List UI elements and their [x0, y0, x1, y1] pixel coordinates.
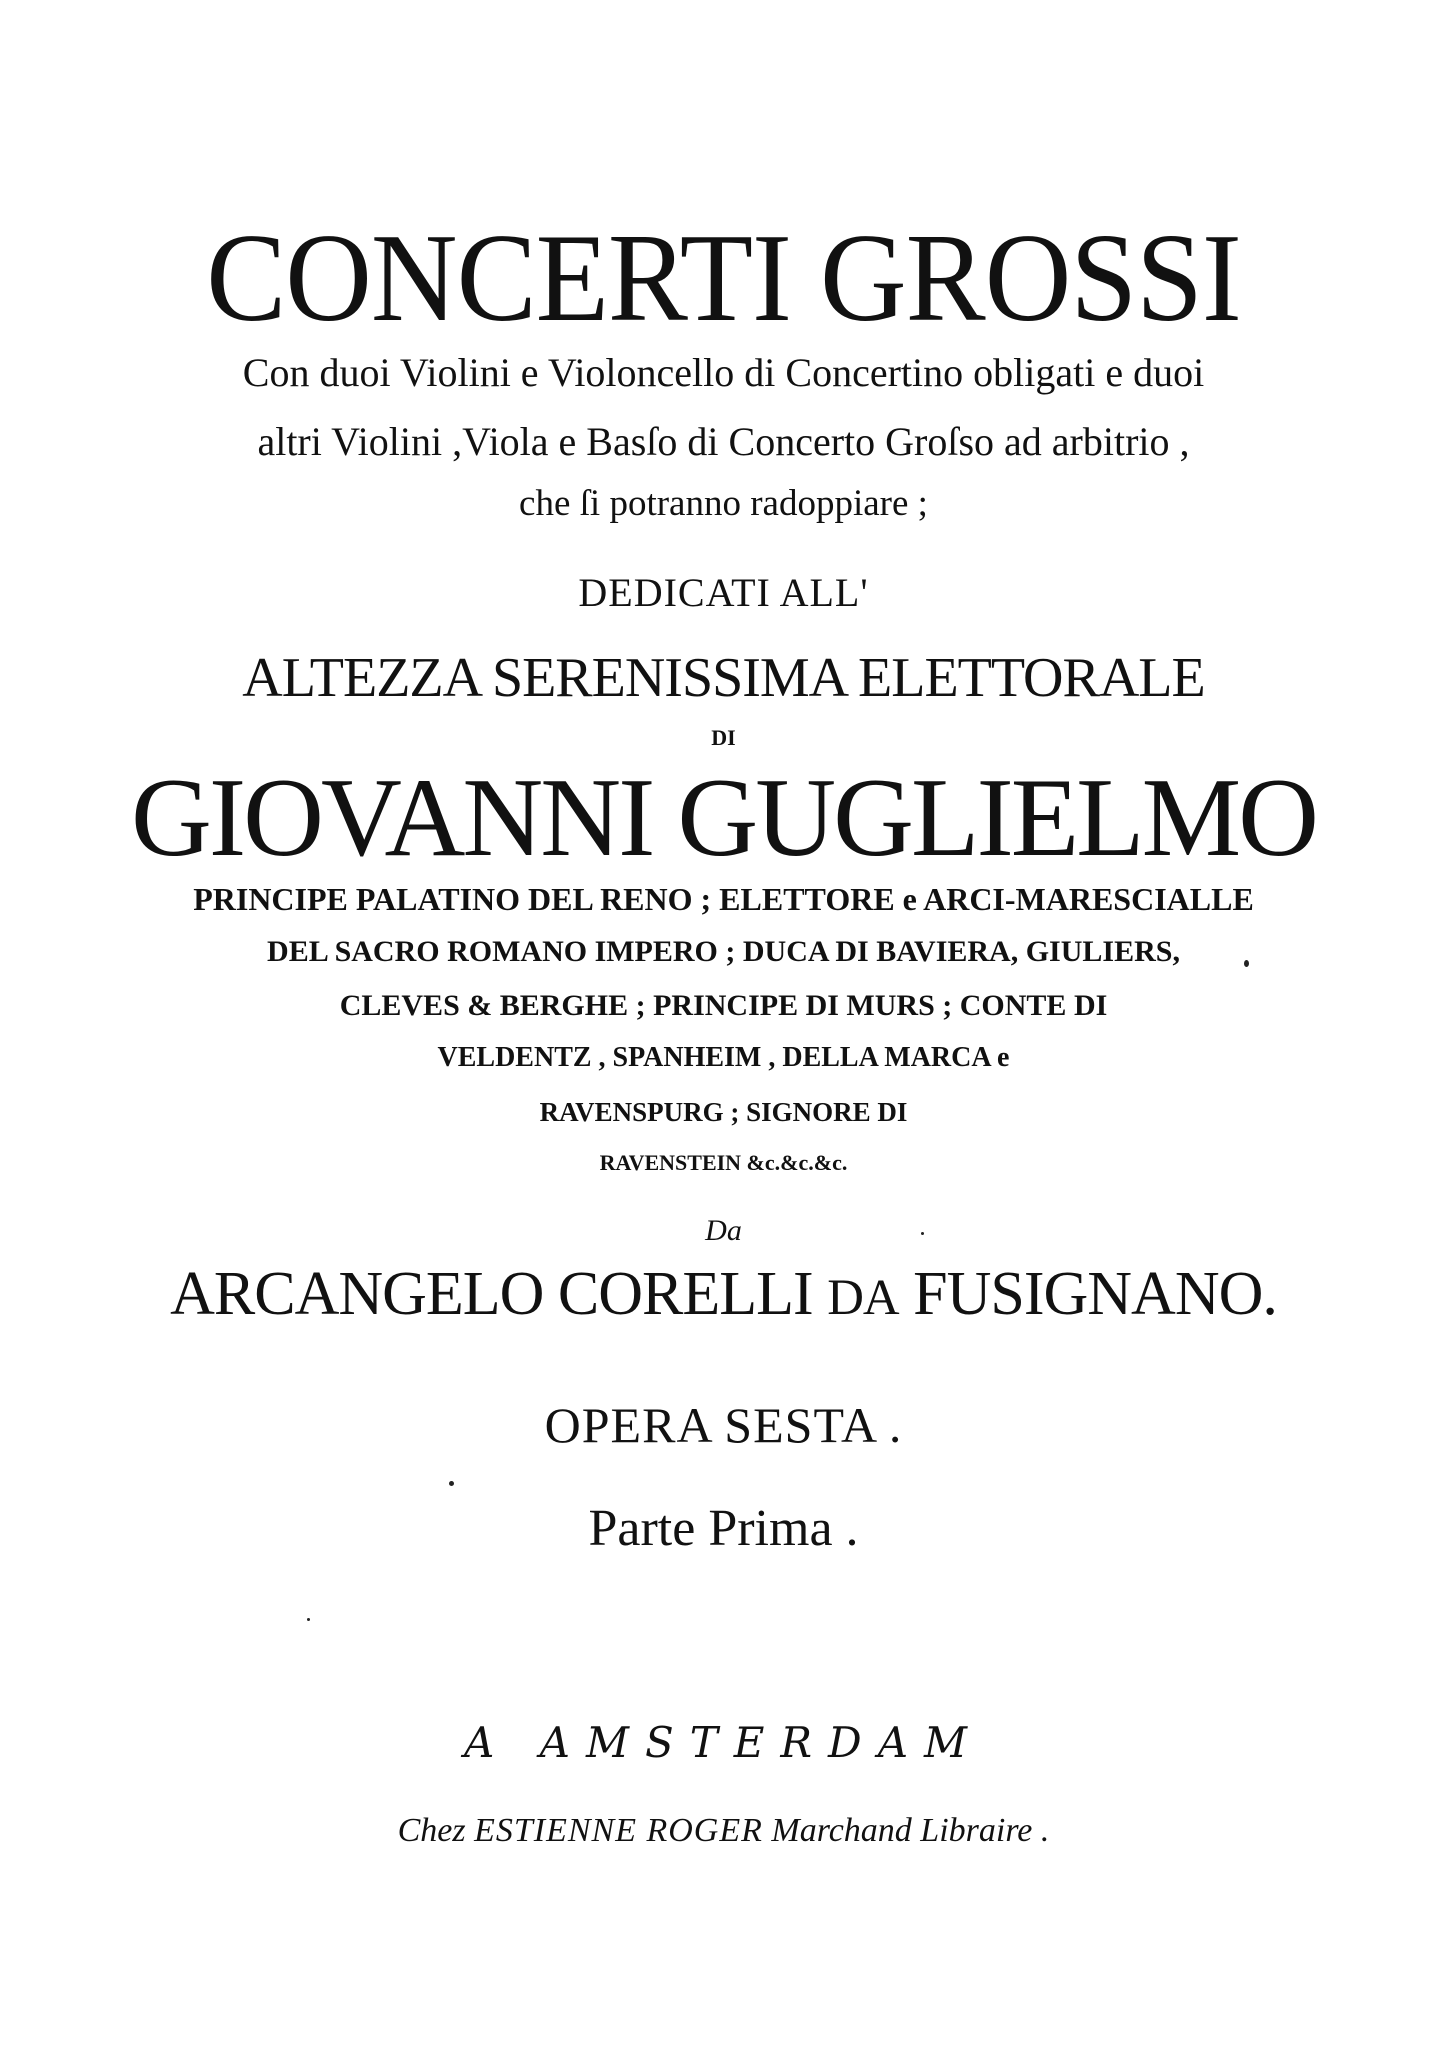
main-title: CONCERTI GROSSI	[206, 207, 1241, 348]
dedicatee-title: ALTEZZA SERENISSIMA ELETTORALE	[242, 647, 1205, 709]
ink-speck	[921, 1232, 924, 1235]
publisher-line	[0, 1814, 1447, 1848]
dedicatee-titles-line-6: RAVENSTEIN &c.&c.&c.	[599, 1150, 848, 1175]
imprint-city: A AMSTERDAM	[463, 1718, 984, 1767]
ink-speck	[1244, 960, 1249, 967]
dedication-heading: DEDICATI ALL'	[578, 570, 869, 615]
dedicatee-titles-line-2: DEL SACRO ROMANO IMPERO ; DUCA DI BAVIERA, GIULIERS,	[267, 935, 1180, 968]
publisher-prefix: Chez	[397, 1812, 466, 1849]
di-connector: DI	[711, 725, 736, 750]
composer-line	[0, 1260, 1447, 1328]
ink-speck	[307, 1618, 310, 1621]
dedicatee-titles-line-1: PRINCIPE PALATINO DEL RENO ; ELETTORE e ARCI-MARESCIALLE	[193, 881, 1254, 917]
publisher-suffix: Marchand Libraire .	[771, 1812, 1050, 1849]
part-label: Parte Prima .	[588, 1500, 859, 1557]
dedicatee-titles-line-5: RAVENSPURG ; SIGNORE DI	[539, 1097, 908, 1127]
composer-name: ARCANGELO CORELLI	[170, 1260, 813, 1328]
subtitle-line-3: che ſi potranno radoppiare ;	[519, 483, 928, 524]
subtitle-line-1: Con duoi Violini e Violoncello di Concertino obligati e duoi	[242, 350, 1205, 395]
by-label: Da	[705, 1214, 742, 1247]
dedicatee-titles-line-4: VELDENTZ , SPANHEIM , DELLA MARCA e	[437, 1042, 1010, 1073]
publisher-name: ESTIENNE ROGER	[474, 1812, 763, 1849]
opus-number: OPERA SESTA .	[544, 1397, 903, 1453]
composer-place: FUSIGNANO.	[913, 1260, 1277, 1328]
ink-speck	[449, 1481, 454, 1486]
dedicatee-name: GIOVANNI GUGLIELMO	[130, 756, 1317, 880]
dedicatee-titles-line-3: CLEVES & BERGHE ; PRINCIPE DI MURS ; CONTE DI	[339, 989, 1108, 1022]
subtitle-line-2: altri Violini ,Viola e Basſo di Concerto Groſso ad arbitrio ,	[257, 419, 1190, 464]
composer-da: DA	[827, 1269, 899, 1325]
